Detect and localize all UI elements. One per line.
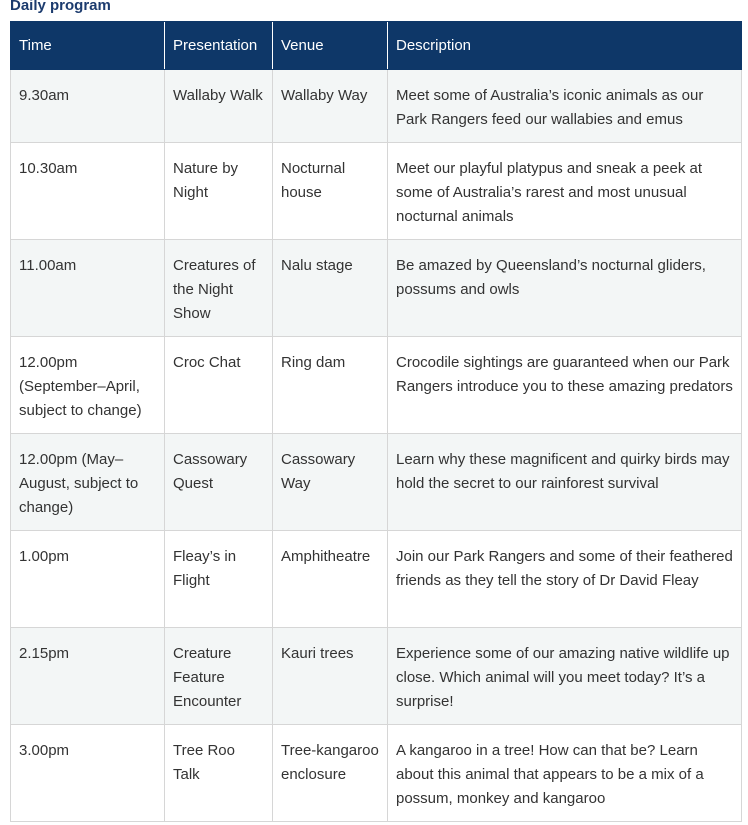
- column-header-description: Description: [388, 22, 742, 70]
- cell-presentation: Tree Roo Talk: [165, 725, 273, 822]
- table-row: [11, 628, 742, 725]
- cell-time: 11.00am: [11, 240, 165, 337]
- cell-time: 12.00pm (September–April, subject to change): [11, 337, 165, 434]
- cell-venue: Tree-kangaroo enclosure: [273, 725, 388, 822]
- cell-description: Join our Park Rangers and some of their feathered friends as they tell the story of Dr David Fleay: [388, 531, 742, 628]
- cell-venue: Nalu stage: [273, 240, 388, 337]
- cell-description: Meet some of Australia’s iconic animals as our Park Rangers feed our wallabies and emus: [388, 70, 742, 143]
- cell-presentation: Creatures of the Night Show: [165, 240, 273, 337]
- cell-description: Experience some of our amazing native wildlife up close. Which animal will you meet today? It’s a surprise!: [388, 628, 742, 725]
- cell-description: A kangaroo in a tree! How can that be? Learn about this animal that appears to be a mix of a possum, monkey and kangaroo: [388, 725, 742, 822]
- cell-description: Crocodile sightings are guaranteed when our Park Rangers introduce you to these amazing predators: [388, 337, 742, 434]
- table-row: [11, 143, 742, 240]
- table-row: [11, 531, 742, 628]
- header-row: [11, 22, 742, 70]
- cell-presentation: Croc Chat: [165, 337, 273, 434]
- cell-venue: Ring dam: [273, 337, 388, 434]
- cell-venue: Cassowary Way: [273, 434, 388, 531]
- cell-description: Be amazed by Queensland’s nocturnal gliders, possums and owls: [388, 240, 742, 337]
- table-row: [11, 240, 742, 337]
- cell-presentation: Creature Feature Encounter: [165, 628, 273, 725]
- cell-presentation: Fleay’s in Flight: [165, 531, 273, 628]
- column-header-presentation: Presentation: [165, 22, 273, 70]
- cell-venue: Kauri trees: [273, 628, 388, 725]
- table-caption: Daily program: [10, 0, 111, 14]
- cell-venue: Nocturnal house: [273, 143, 388, 240]
- table-row: [11, 337, 742, 434]
- cell-time: 3.00pm: [11, 725, 165, 822]
- cell-time: 12.00pm (May–August, subject to change): [11, 434, 165, 531]
- cell-time: 10.30am: [11, 143, 165, 240]
- column-header-time: Time: [11, 22, 165, 70]
- cell-time: 9.30am: [11, 70, 165, 143]
- cell-venue: Amphitheatre: [273, 531, 388, 628]
- cell-presentation: Nature by Night: [165, 143, 273, 240]
- column-header-venue: Venue: [273, 22, 388, 70]
- daily-program-table: [10, 21, 742, 822]
- cell-description: Learn why these magnificent and quirky birds may hold the secret to our rainforest survival: [388, 434, 742, 531]
- cell-description: Meet our playful platypus and sneak a peek at some of Australia’s rarest and most unusual nocturnal animals: [388, 143, 742, 240]
- table-header: [11, 22, 742, 70]
- cell-time: 1.00pm: [11, 531, 165, 628]
- table-row: [11, 434, 742, 531]
- cell-presentation: Cassowary Quest: [165, 434, 273, 531]
- table-row: [11, 70, 742, 143]
- cell-venue: Wallaby Way: [273, 70, 388, 143]
- cell-time: 2.15pm: [11, 628, 165, 725]
- table-body: [11, 70, 742, 822]
- table-row: [11, 725, 742, 822]
- cell-presentation: Wallaby Walk: [165, 70, 273, 143]
